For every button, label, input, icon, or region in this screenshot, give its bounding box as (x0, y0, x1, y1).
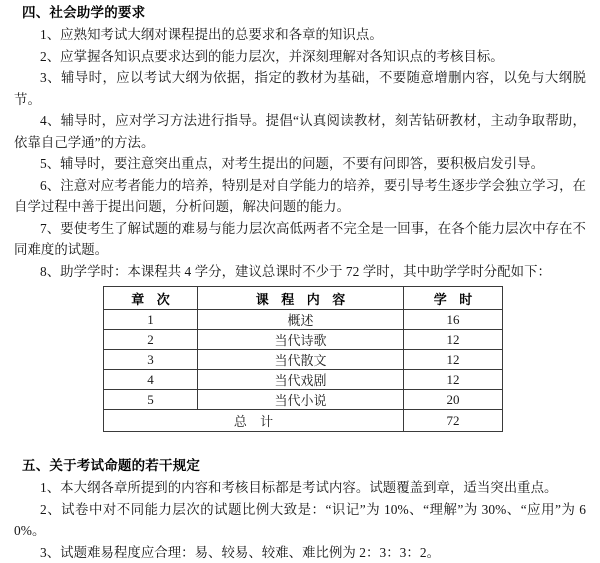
section-four-heading: 四、社会助学的要求 (0, 0, 600, 24)
section-five-item-1: 1、本大纲各章所提到的内容和考核目标都是考试内容。试题覆盖到章，适当突出重点。 (0, 477, 600, 499)
hours-table-wrapper (0, 282, 600, 434)
section-gap (0, 434, 600, 446)
cell-hours: 20 (404, 390, 503, 410)
cell-content: 当代戏剧 (198, 370, 404, 390)
section-five-item-2: 2、试卷中对不同能力层次的试题比例大致是：“识记”为 10%、“理解”为 30%、“应用”为 60%。 (0, 499, 600, 542)
table-header-row (104, 287, 503, 310)
cell-chapter: 3 (104, 350, 198, 370)
cell-chapter: 4 (104, 370, 198, 390)
section-five-item-3: 3、试题难易程度应合理：易、较易、较难、难比例为 2：3：3：2。 (0, 542, 600, 563)
column-header-chapter: 章 次 (104, 287, 198, 310)
cell-content: 当代诗歌 (198, 330, 404, 350)
cell-total-hours: 72 (404, 410, 503, 432)
table-row (104, 310, 503, 330)
cell-hours: 12 (404, 370, 503, 390)
cell-chapter: 1 (104, 310, 198, 330)
cell-chapter: 2 (104, 330, 198, 350)
table-total-row (104, 410, 503, 432)
section-four-item-8: 8、助学学时：本课程共 4 学分，建议总课时不少于 72 学时，其中助学学时分配如下： (0, 261, 600, 283)
section-five-heading: 五、关于考试命题的若干规定 (0, 446, 600, 477)
cell-total-label: 总 计 (104, 410, 404, 432)
cell-hours: 12 (404, 330, 503, 350)
table-row (104, 350, 503, 370)
section-four-item-5: 5、辅导时，要注意突出重点，对考生提出的问题，不要有问即答，要积极启发引导。 (0, 153, 600, 175)
cell-content: 概述 (198, 310, 404, 330)
cell-hours: 12 (404, 350, 503, 370)
hours-table (103, 286, 503, 432)
section-four-item-6: 6、注意对应考者能力的培养，特别是对自学能力的培养，要引导考生逐步学会独立学习，在自学过程中善于提出问题，分析问题，解决问题的能力。 (0, 175, 600, 218)
section-four-item-7: 7、要使考生了解试题的难易与能力层次高低两者不完全是一回事，在各个能力层次中存在不同难度的试题。 (0, 218, 600, 261)
section-five (0, 446, 600, 563)
cell-content: 当代小说 (198, 390, 404, 410)
cell-chapter: 5 (104, 390, 198, 410)
table-row (104, 330, 503, 350)
cell-hours: 16 (404, 310, 503, 330)
section-four-item-3: 3、辅导时，应以考试大纲为依据，指定的教材为基础，不要随意增删内容，以免与大纲脱节。 (0, 67, 600, 110)
table-row (104, 370, 503, 390)
column-header-hours: 学 时 (404, 287, 503, 310)
section-four-item-1: 1、应熟知考试大纲对课程提出的总要求和各章的知识点。 (0, 24, 600, 46)
section-four-item-2: 2、应掌握各知识点要求达到的能力层次，并深刻理解对各知识点的考核目标。 (0, 46, 600, 68)
table-row (104, 390, 503, 410)
section-four-item-4: 4、辅导时，应对学习方法进行指导。提倡“认真阅读教材，刻苦钻研教材，主动争取帮助，依靠自己学通”的方法。 (0, 110, 600, 153)
column-header-content: 课 程 内 容 (198, 287, 404, 310)
cell-content: 当代散文 (198, 350, 404, 370)
